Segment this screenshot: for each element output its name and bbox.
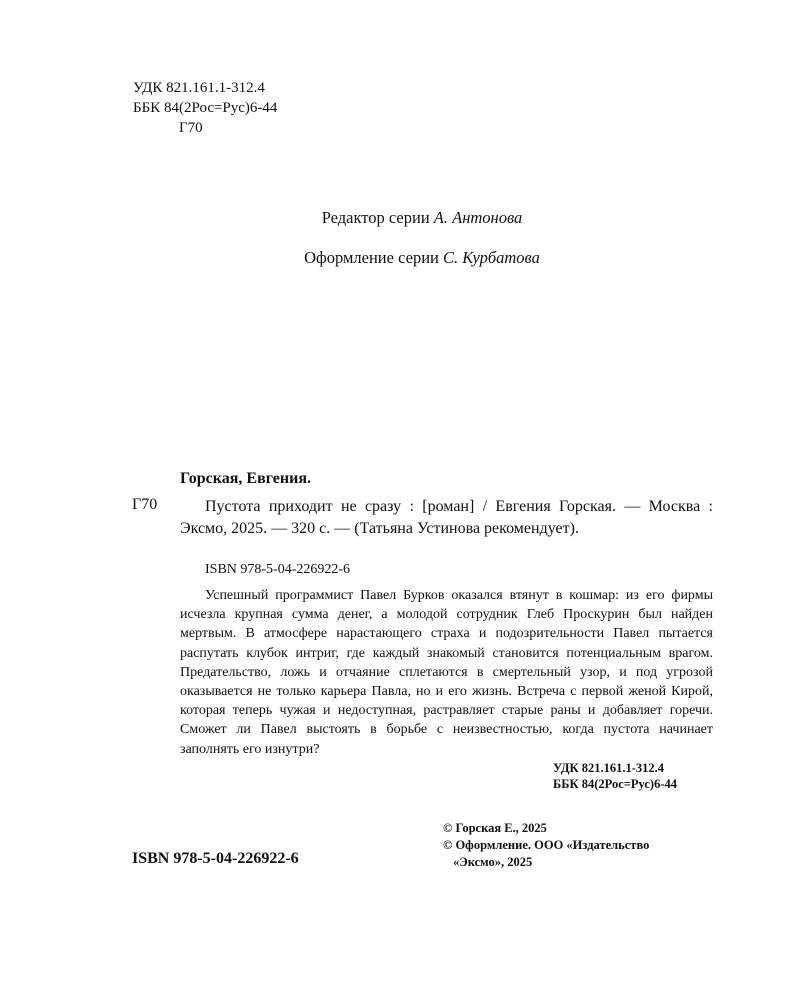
series-design-label: Оформление серии bbox=[304, 248, 439, 267]
bbk-code: ББК 84(2Рос=Рус)6-44 bbox=[133, 100, 278, 116]
series-editor-name: А. Антонова bbox=[433, 208, 523, 227]
copyright-author: © Горская Е., 2025 bbox=[443, 821, 547, 835]
series-design-line bbox=[22, 248, 800, 268]
author-mark: Г70 bbox=[179, 120, 203, 136]
isbn-bottom: ISBN 978-5-04-226922-6 bbox=[132, 850, 299, 867]
copyright-design-line1: © Оформление. ООО «Издательство bbox=[443, 838, 650, 852]
bibliographic-description: Пустота приходит не сразу : [роман] / Евгения Горская. — Москва : Эксмо, 2025. — 320 с. — (Татьяна Устинова рекомендует). bbox=[180, 498, 713, 537]
record-author: Горская, Евгения. bbox=[180, 470, 311, 487]
copyright-block bbox=[443, 820, 649, 871]
udk-code: УДК 821.161.1-312.4 bbox=[133, 80, 265, 96]
book-annotation: Успешный программист Павел Бурков оказался втянут в кошмар: из его фирмы исчезла крупная сумма денег, а молодой сотрудник Глеб Проскурин был найден мертвым. В атмосфере нарастающего страха и подозрительности Павел пытается распутать клубок интриг, где каждый знакомый становится потенциальным врагом. Предательство, ложь и отчаяние сплетаются в смертельный узор, и под угрозой оказывается не только карьера Павла, но и его жизнь. Встреча с первой женой Кирой, которая теперь чужая и недоступная, растравляет старые раны и добавляет горечи. Сможет ли Павел выстоять в борьбе с неизвестностью, когда пустота начинает заполнять его изнутри? bbox=[180, 588, 713, 757]
series-editor-label: Редактор серии bbox=[321, 208, 430, 227]
footer-udk-code: УДК 821.161.1-312.4 bbox=[553, 761, 664, 775]
series-design-name: С. Курбатова bbox=[442, 248, 540, 267]
record-isbn: ISBN 978-5-04-226922-6 bbox=[205, 562, 351, 577]
classification-codes-footer bbox=[553, 760, 677, 792]
classification-codes-header bbox=[133, 78, 277, 138]
copyright-design-line2: «Эксмо», 2025 bbox=[453, 855, 533, 869]
series-editor-line bbox=[22, 208, 800, 228]
footer-bbk-code: ББК 84(2Рос=Рус)6-44 bbox=[553, 777, 677, 791]
record-author-mark: Г70 bbox=[132, 496, 158, 513]
